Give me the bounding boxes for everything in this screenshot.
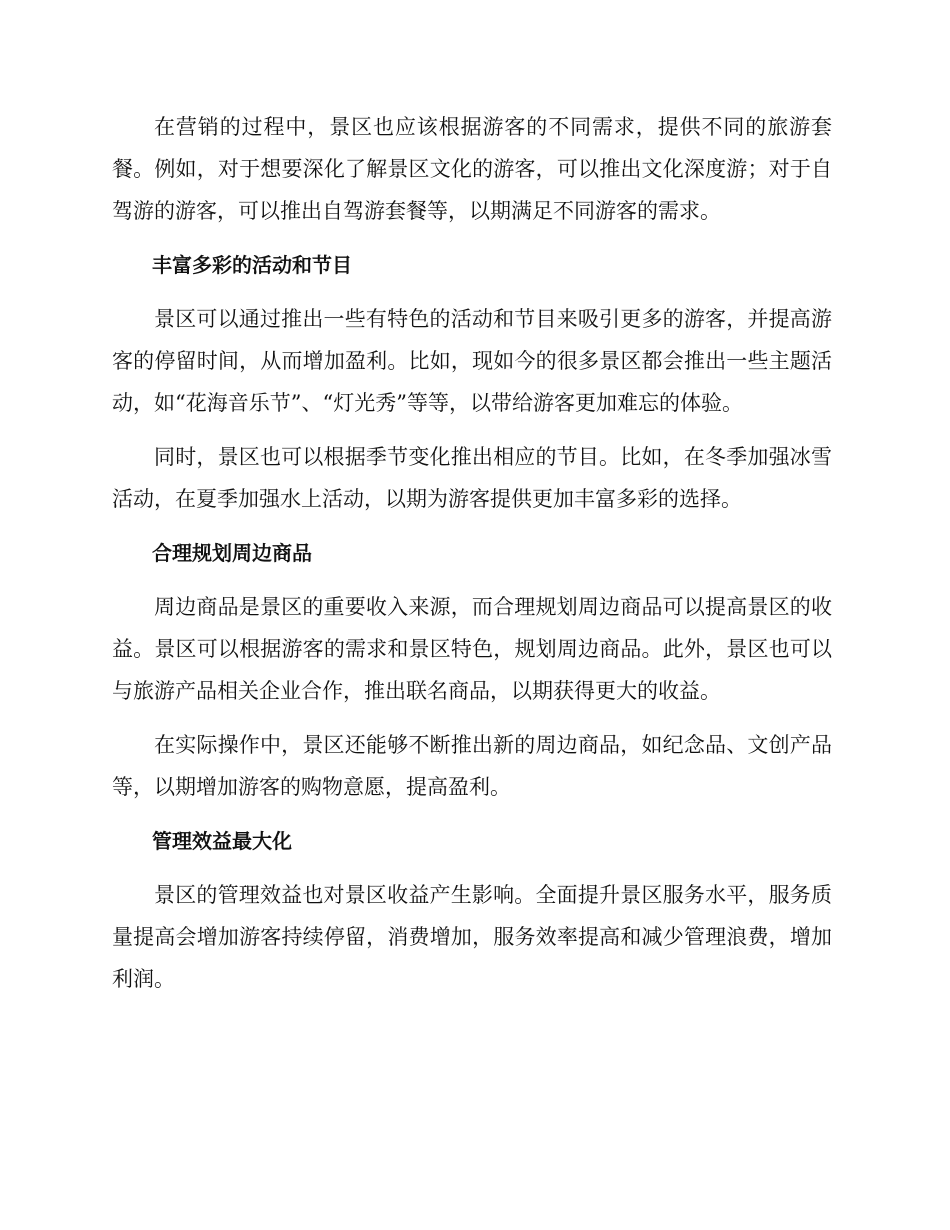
paragraph-merchandise: 周边商品是景区的重要收入来源，而合理规划周边商品可以提高景区的收益。景区可以根据游客的需求和景区特色，规划周边商品。此外，景区也可以与旅游产品相关企业合作，推出联名商品，以期获得更大的收益。 (112, 595, 832, 703)
document-body (112, 106, 832, 1012)
paragraph-marketing-packages: 在营销的过程中，景区也应该根据游客的不同需求，提供不同的旅游套餐。例如，对于想要深化了解景区文化的游客，可以推出文化深度游；对于自驾游的游客，可以推出自驾游套餐等，以期满足不同游客的需求。 (112, 115, 832, 223)
paragraph-activities: 景区可以通过推出一些有特色的活动和节目来吸引更多的游客，并提高游客的停留时间，从而增加盈利。比如，现如今的很多景区都会推出一些主题活动，如“花海音乐节”、“灯光秀”等等，以带给游客更加难忘的体验。 (112, 307, 832, 415)
section-heading-management: 管理效益最大化 (152, 829, 292, 853)
paragraph-management: 景区的管理效益也对景区收益产生影响。全面提升景区服务水平，服务质量提高会增加游客持续停留，消费增加，服务效率提高和减少管理浪费，增加利润。 (112, 883, 832, 991)
paragraph-seasonal-programs: 同时，景区也可以根据季节变化推出相应的节目。比如，在冬季加强冰雪活动，在夏季加强水上活动，以期为游客提供更加丰富多彩的选择。 (112, 445, 832, 511)
section-heading-activities: 丰富多彩的活动和节目 (152, 253, 352, 277)
paragraph-merchandise-practice: 在实际操作中，景区还能够不断推出新的周边商品，如纪念品、文创产品等，以期增加游客的购物意愿，提高盈利。 (112, 733, 832, 799)
section-heading-merchandise: 合理规划周边商品 (152, 541, 312, 565)
